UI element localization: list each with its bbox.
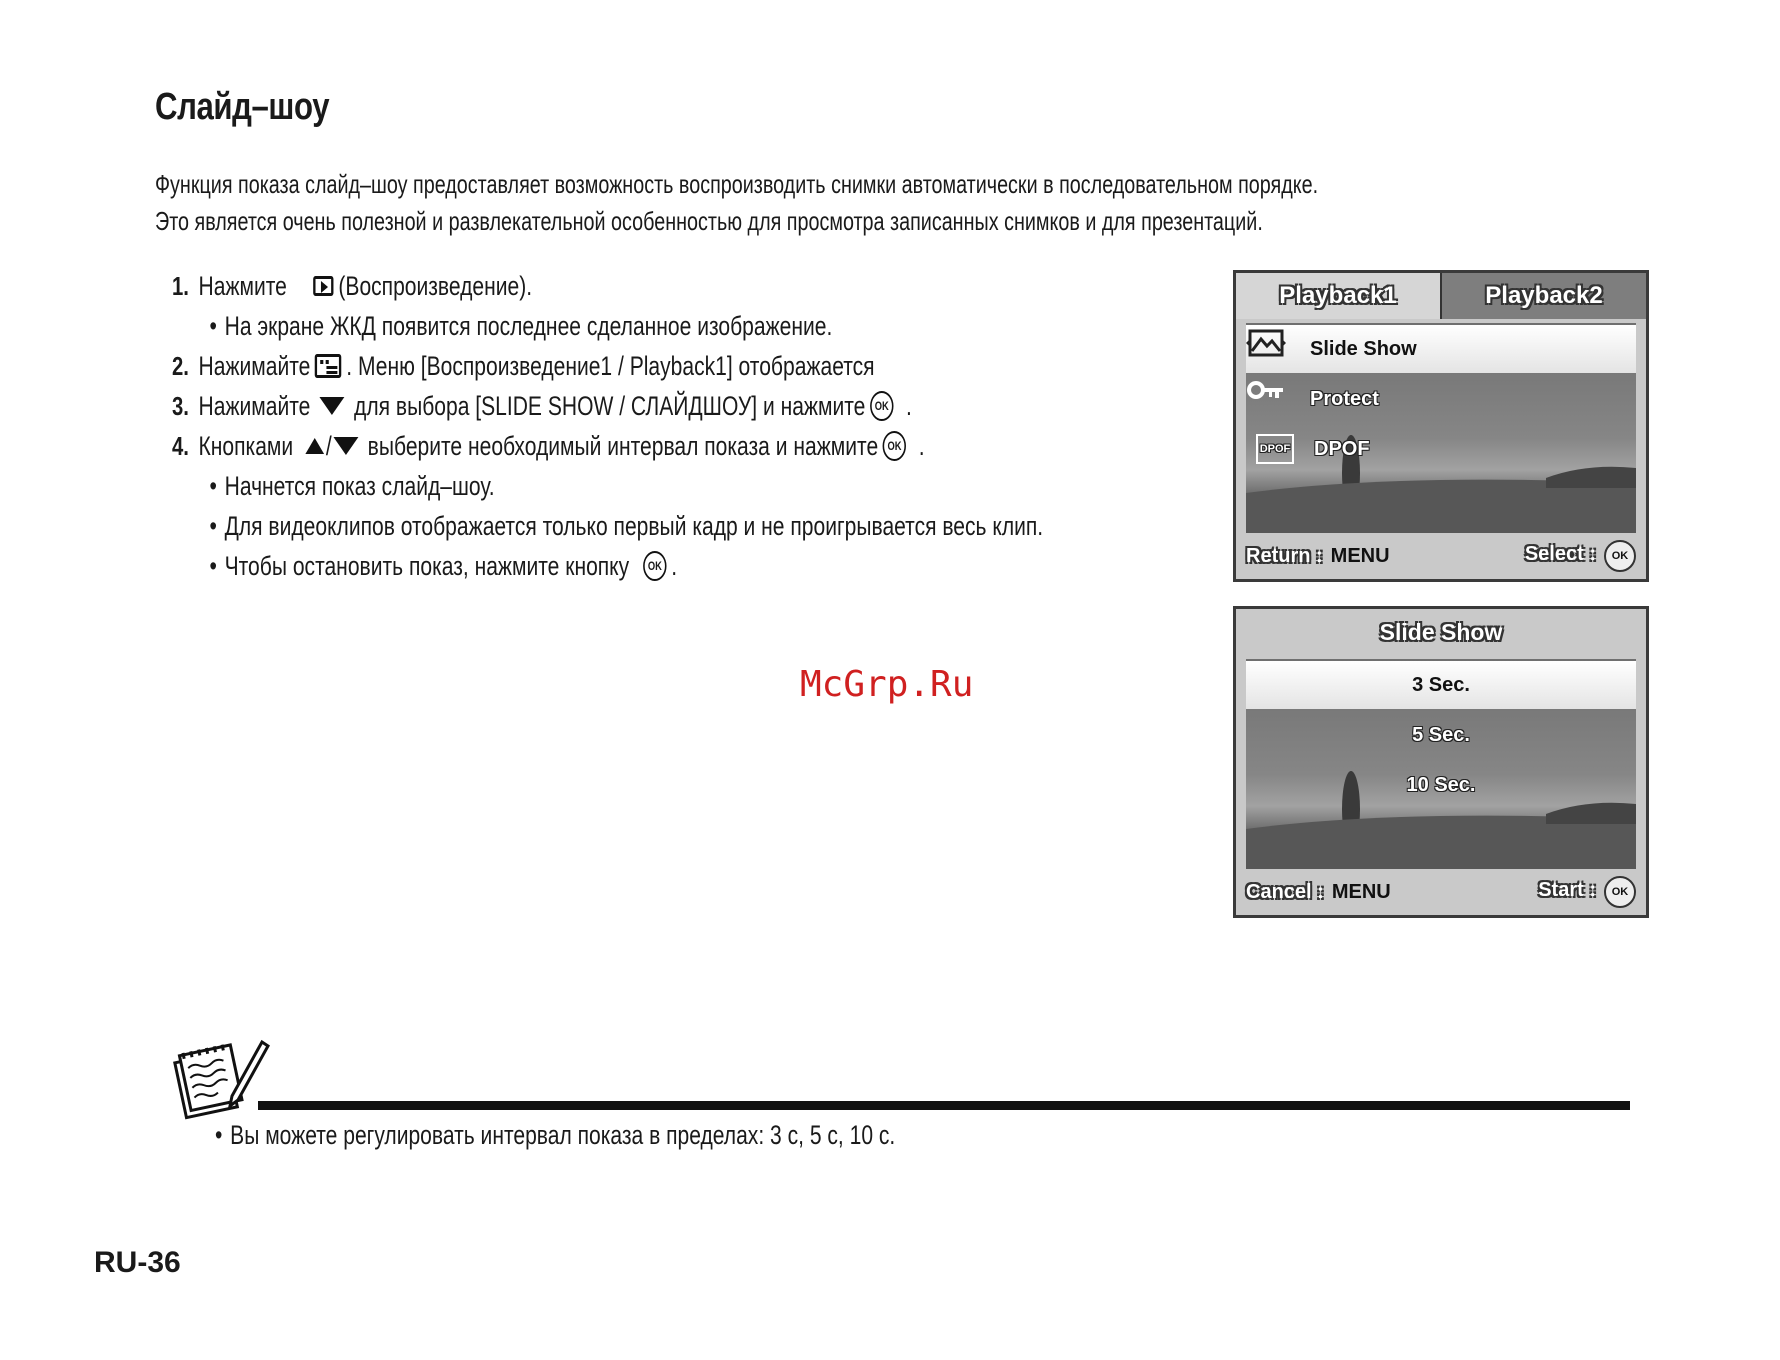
menu-key-label: MENU	[1330, 544, 1390, 567]
step-number: 3.	[172, 391, 189, 421]
footer-return	[1246, 545, 1390, 568]
tab-playback2[interactable]: Playback2	[1440, 273, 1646, 319]
interval-option-3[interactable]: 3 Sec.	[1246, 661, 1636, 709]
arrow-down-icon	[320, 397, 345, 415]
steps-list	[172, 266, 1043, 586]
step-text: .	[918, 431, 925, 461]
screen-footer	[1246, 539, 1636, 573]
step-text: Кнопками	[198, 431, 294, 461]
menu-item-label: DPOF	[1314, 437, 1370, 460]
ok-button-icon: OK	[870, 391, 893, 421]
watermark: McGrp.Ru	[800, 664, 974, 705]
step-text: .	[671, 551, 678, 581]
menu-icon	[315, 354, 342, 378]
page-title: Слайд–шоу	[155, 86, 330, 128]
background-photo	[1246, 659, 1636, 869]
step-text: для выбора [SLIDE SHOW / СЛАЙДШОУ] и нажмите	[354, 391, 866, 421]
intro-line: Это является очень полезной и развлекательной особенностью для просмотра записанных снимков и для презентаций.	[155, 206, 1263, 236]
step-4-note: • Для видеоклипов отображается только первый кадр и не проигрывается весь клип.	[172, 506, 1043, 546]
menu-item-dpof[interactable]	[1246, 425, 1636, 473]
screen-title: Slide Show	[1379, 619, 1503, 645]
step-4	[172, 426, 1043, 466]
step-text: Нажимайте	[198, 351, 311, 381]
step-number: 4.	[172, 431, 189, 461]
step-text: (Воспроизведение).	[338, 271, 533, 301]
step-2	[172, 346, 1043, 386]
menu-key-label: MENU	[1331, 880, 1391, 903]
page-number: RU-36	[94, 1246, 181, 1279]
intro-line: Функция показа слайд–шоу предоставляет возможность воспроизводить снимки автоматически в последовательном порядке.	[155, 169, 1319, 199]
background-photo	[1246, 323, 1636, 533]
interval-option-5[interactable]: 5 Sec.	[1412, 723, 1470, 746]
step-number: 2.	[172, 351, 189, 381]
menu-item-protect[interactable]	[1246, 375, 1636, 423]
step-text: .	[905, 391, 912, 421]
select-label: Select :	[1524, 543, 1596, 566]
step-text: выберите необходимый интервал показа и нажмите	[367, 431, 879, 461]
slide-show-interval-screen	[1233, 606, 1649, 918]
ok-button-icon: OK	[883, 431, 906, 461]
dpof-icon: DPOF	[1256, 434, 1294, 464]
menu-item-slide-show[interactable]	[1246, 325, 1636, 373]
note-divider	[258, 1101, 1630, 1110]
step-text: Нажмите	[198, 271, 287, 301]
menu-item-label: Protect	[1310, 387, 1379, 410]
playback-icon	[313, 276, 333, 296]
return-label: Return :	[1246, 544, 1323, 567]
step-4-note: • Начнется показ слайд–шоу.	[172, 466, 1043, 506]
interval-option-10[interactable]: 10 Sec.	[1406, 773, 1476, 796]
playback-tabs	[1236, 273, 1646, 319]
footer-select	[1525, 540, 1636, 572]
step-4-note	[172, 546, 1043, 586]
footer-cancel	[1246, 881, 1391, 904]
step-number: 1.	[172, 271, 189, 301]
step-text: Нажимайте	[198, 391, 311, 421]
screen-footer	[1246, 875, 1636, 909]
step-text: . Меню [Воспроизведение1 / Playback1] отображается	[346, 351, 875, 381]
ok-icon: OK	[1604, 876, 1636, 908]
slash-separator: /	[325, 431, 332, 461]
arrow-up-icon	[306, 438, 325, 454]
note-icon	[170, 1034, 270, 1129]
cancel-label: Cancel :	[1246, 880, 1324, 903]
note-text: • Вы можете регулировать интервал показа в пределах: 3 с, 5 с, 10 с.	[215, 1120, 895, 1151]
step-3	[172, 386, 1043, 426]
intro-paragraph	[155, 166, 1508, 240]
start-label: Start :	[1538, 879, 1596, 902]
menu-item-label: Slide Show	[1310, 337, 1417, 360]
tab-playback1[interactable]: Playback1	[1236, 273, 1440, 319]
arrow-down-icon	[333, 437, 358, 455]
ok-icon: OK	[1604, 540, 1636, 572]
step-1	[172, 266, 1043, 306]
playback-menu-screen	[1233, 270, 1649, 582]
step-1-note: • На экране ЖКД появится последнее сделанное изображение.	[172, 306, 1043, 346]
step-text: • Чтобы остановить показ, нажмите кнопку	[224, 551, 630, 581]
ok-button-icon: OK	[643, 551, 666, 581]
footer-start	[1538, 876, 1636, 908]
